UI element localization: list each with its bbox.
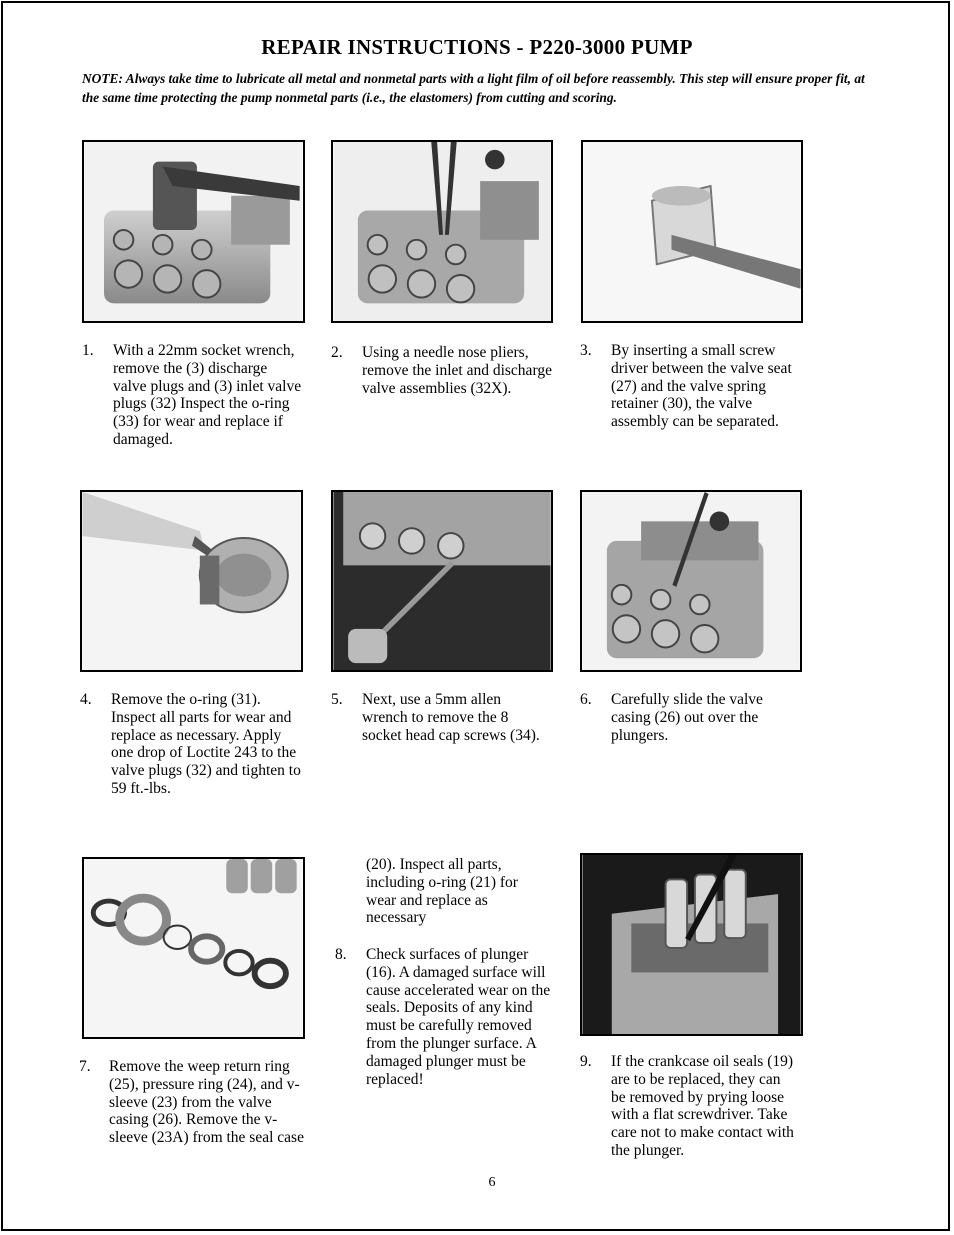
step-number: 7.	[79, 1058, 91, 1075]
step-number: 4.	[80, 691, 92, 708]
step-text: By inserting a small screw driver between the valve seat (27) and the valve spring retainer (30), the valve assembly can be separated.	[611, 342, 792, 431]
step-6	[580, 691, 810, 751]
step-number: 5.	[331, 691, 343, 708]
step-7-continued: (20). Inspect all parts, including o-ring (21) for wear and replace as necessary	[366, 856, 518, 927]
step-number: 1.	[82, 342, 94, 359]
step-text: Check surfaces of plunger (16). A damaged surface will cause accelerated wear on the seals. Deposits of any kind must be carefully removed from the plunger surface. A damaged plunger must be replaced!	[366, 946, 551, 1088]
step-8	[335, 946, 565, 1116]
step-9	[580, 1053, 810, 1183]
step-2	[331, 344, 561, 424]
step-5	[331, 691, 561, 771]
step-text: Carefully slide the valve casing (26) out over the plungers.	[611, 691, 763, 744]
step-number: 6.	[580, 691, 592, 708]
step-3	[580, 342, 810, 452]
step-number: 2.	[331, 344, 343, 361]
step-text: If the crankcase oil seals (19) are to be replaced, they can be removed by prying loose with a flat screwdriver. Take care not to make contact with the plunger.	[611, 1053, 794, 1159]
step-1	[82, 342, 312, 472]
photo-step-7	[82, 857, 305, 1039]
step-number: 3.	[580, 342, 592, 359]
step-text: Next, use a 5mm allen wrench to remove the 8 socket head cap screws (34).	[362, 691, 540, 744]
photo-step-9	[580, 853, 803, 1036]
photo-step-2	[331, 140, 553, 323]
photo-step-1	[82, 140, 305, 323]
step-text: Using a needle nose pliers, remove the inlet and discharge valve assemblies (32X).	[362, 344, 552, 397]
page-title: REPAIR INSTRUCTIONS - P220-3000 PUMP	[261, 35, 693, 59]
page-number: 6	[488, 1175, 496, 1190]
lubrication-note: NOTE: Always take time to lubricate all metal and nonmetal parts with a light film of oil before reassembly. This step will ensure proper fit, at the same time protecting the pump nonmetal parts (i.e., the elastomers) from cutting and scoring.	[82, 71, 865, 105]
step-4	[80, 691, 310, 801]
step-text: Remove the o-ring (31). Inspect all parts for wear and replace as necessary. Apply one drop of Loctite 243 to the valve plugs (32) and tighten to 59 ft.-lbs.	[111, 691, 301, 797]
photo-step-4	[80, 490, 303, 672]
photo-step-6	[580, 490, 802, 672]
step-text: Remove the weep return ring (25), pressure ring (24), and v-sleeve (23) from the valve casing (26). Remove the v-sleeve (23A) from the seal case	[109, 1058, 304, 1147]
photo-step-3	[581, 140, 803, 323]
photo-step-5	[331, 490, 553, 672]
step-7	[79, 1058, 309, 1173]
step-number: 9.	[580, 1053, 592, 1070]
step-number: 8.	[335, 946, 347, 963]
step-text: With a 22mm socket wrench, remove the (3) discharge valve plugs and (3) inlet valve plugs (32) Inspect the o-ring (33) for wear and replace if damaged.	[113, 342, 302, 448]
